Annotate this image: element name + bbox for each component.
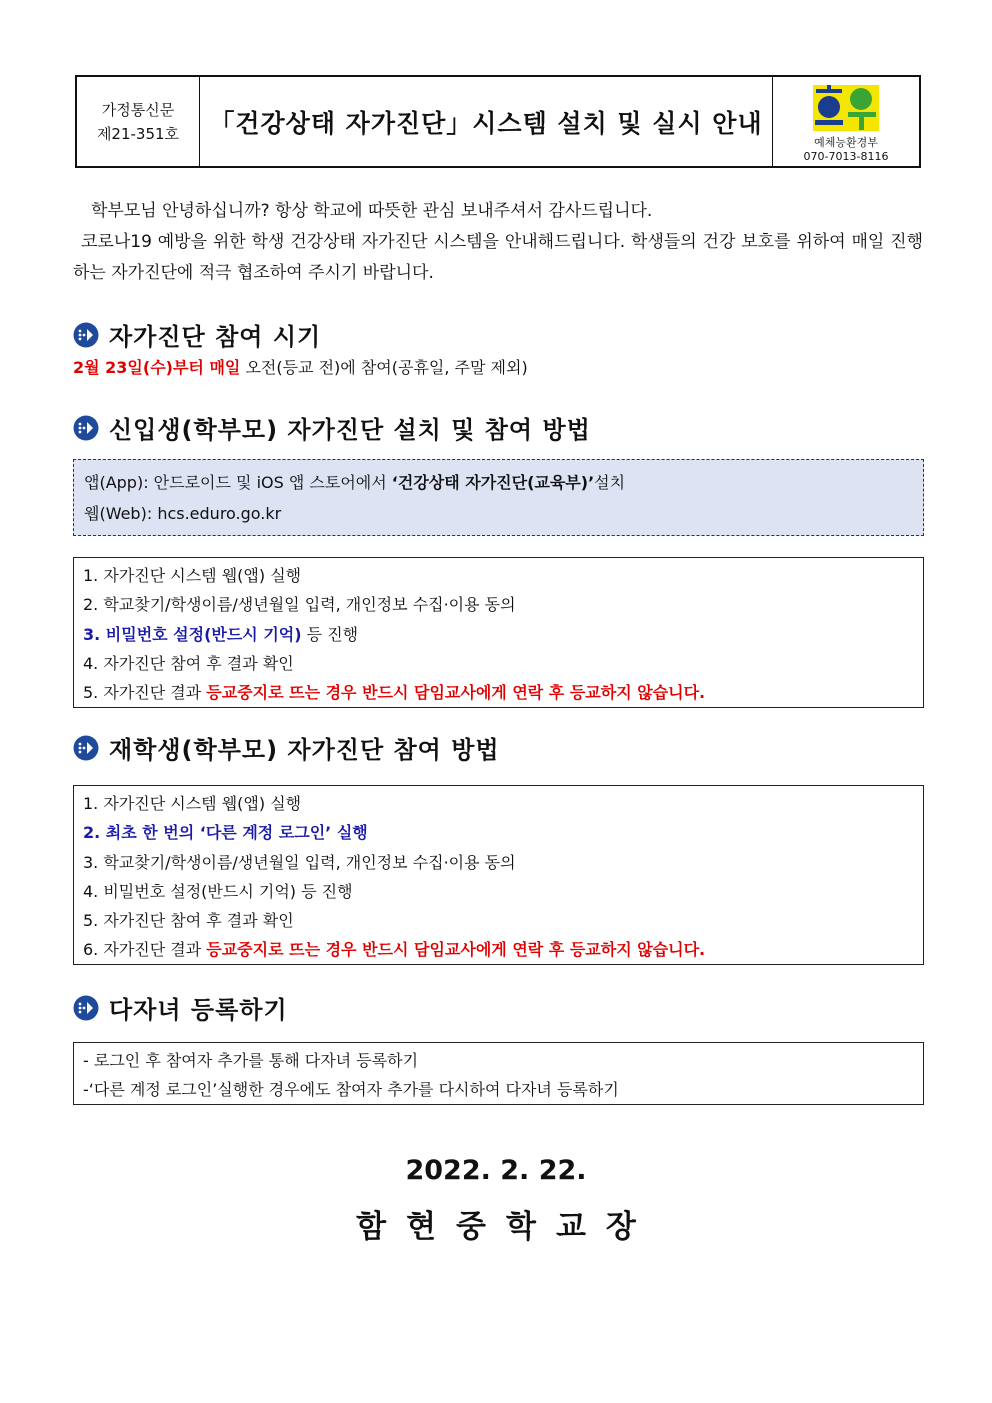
dept-cell	[772, 77, 919, 166]
circle-arrow-icon	[73, 995, 99, 1021]
step-prefix: 5. 자가진단 결과	[83, 683, 207, 703]
web-prefix: 웹(Web):	[84, 504, 158, 523]
circle-arrow-icon	[73, 415, 99, 441]
list-item: 2. 학교찾기/학생이름/생년월일 입력, 개인정보 수집·이용 동의	[83, 595, 516, 615]
step-warning: 등교중지로 뜨는 경우 반드시 담임교사에게 연락 후 등교하지 않습니다.	[206, 940, 706, 960]
document-header	[75, 75, 921, 168]
list-item: 1. 자가진단 시스템 웹(앱) 실행	[83, 566, 302, 585]
circle-arrow-icon	[73, 735, 99, 761]
section-heading-current-students	[73, 730, 500, 765]
dept-phone: 070-7013-8116	[803, 150, 889, 163]
step-warning: 등교중지로 뜨는 경우 반드시 담임교사에게 연락 후 등교하지 않습니다.	[206, 683, 706, 703]
app-suffix: 설치	[594, 473, 626, 492]
current-student-steps-box	[73, 785, 924, 965]
doc-id-cell	[77, 77, 200, 166]
step-emphasis: 비밀번호 설정(반드시 기억)	[105, 624, 302, 644]
app-name: ‘건강상태 자가진단(교육부)’	[391, 473, 595, 492]
web-url[interactable]: hcs.eduro.go.kr	[157, 504, 282, 523]
list-item	[83, 620, 914, 649]
multiple-children-box	[73, 1042, 924, 1105]
list-item: 4. 비밀번호 설정(반드시 기억) 등 진행	[83, 881, 353, 901]
school-logo	[812, 84, 880, 132]
step-prefix: 6. 자가진단 결과	[83, 940, 207, 960]
step-rest: 등 진행	[301, 624, 359, 644]
section-title: 자가진단 참여 시기	[109, 323, 322, 351]
section-title: 신입생(학부모) 자가진단 설치 및 참여 방법	[109, 416, 591, 444]
list-item: 5. 자가진단 참여 후 결과 확인	[83, 911, 294, 931]
list-item: -‘다른 계정 로그인’실행한 경우에도 참여자 추가를 다시하여 다자녀 등록하기	[83, 1080, 619, 1100]
step-number: 2.	[83, 823, 106, 843]
list-item	[83, 678, 914, 707]
intro-text	[73, 196, 923, 289]
app-install-box	[73, 459, 924, 536]
section-title: 재학생(학부모) 자가진단 참여 방법	[109, 736, 500, 764]
list-item: 4. 자가진단 참여 후 결과 확인	[83, 653, 294, 673]
intro-paragraph-2: 코로나19 예방을 위한 학생 건강상태 자가진단 시스템을 안내해드립니다. 학생들의 건강 보호를 위하여 매일 진행하는 자가진단에 적극 협조하여 주시기 바랍니다.	[73, 232, 923, 283]
doc-number: 제21-351호	[96, 124, 180, 143]
principal-signature: 함현중학교장	[356, 1209, 656, 1245]
dept-name: 예체능환경부	[814, 136, 878, 149]
new-student-steps-box	[73, 557, 924, 708]
app-prefix: 앱(App): 안드로이드 및 iOS 앱 스토어에서	[84, 473, 392, 492]
doc-type: 가정통신문	[101, 100, 175, 119]
section-heading-timing	[73, 317, 321, 352]
section-heading-multiple-children	[73, 990, 288, 1025]
document-title: 「건강상태 자가진단」시스템 설치 및 실시 안내	[209, 108, 763, 138]
list-item: - 로그인 후 참여자 추가를 통해 다자녀 등록하기	[83, 1051, 419, 1070]
app-line	[84, 467, 913, 498]
step-number: 3.	[83, 624, 106, 644]
timing-highlight: 2월 23일(수)부터 매일	[73, 358, 241, 377]
step-emphasis: 최초 한 번의 ‘다른 계정 로그인’ 실행	[105, 823, 368, 843]
section-title: 다자녀 등록하기	[109, 996, 288, 1024]
intro-paragraph-1: 학부모님 안녕하십니까? 항상 학교에 따뜻한 관심 보내주셔서 감사드립니다.	[91, 201, 653, 221]
document-date: 2022. 2. 22.	[405, 1155, 587, 1186]
circle-arrow-icon	[73, 322, 99, 348]
timing-text	[73, 355, 528, 378]
timing-rest: 오전(등교 전)에 참여(공휴일, 주말 제외)	[240, 358, 528, 377]
web-line	[84, 498, 913, 529]
list-item	[83, 818, 914, 847]
list-item: 1. 자가진단 시스템 웹(앱) 실행	[83, 794, 302, 813]
section-heading-new-students	[73, 410, 591, 445]
list-item: 3. 학교찾기/학생이름/생년월일 입력, 개인정보 수집·이용 동의	[83, 852, 516, 872]
list-item	[83, 935, 914, 964]
